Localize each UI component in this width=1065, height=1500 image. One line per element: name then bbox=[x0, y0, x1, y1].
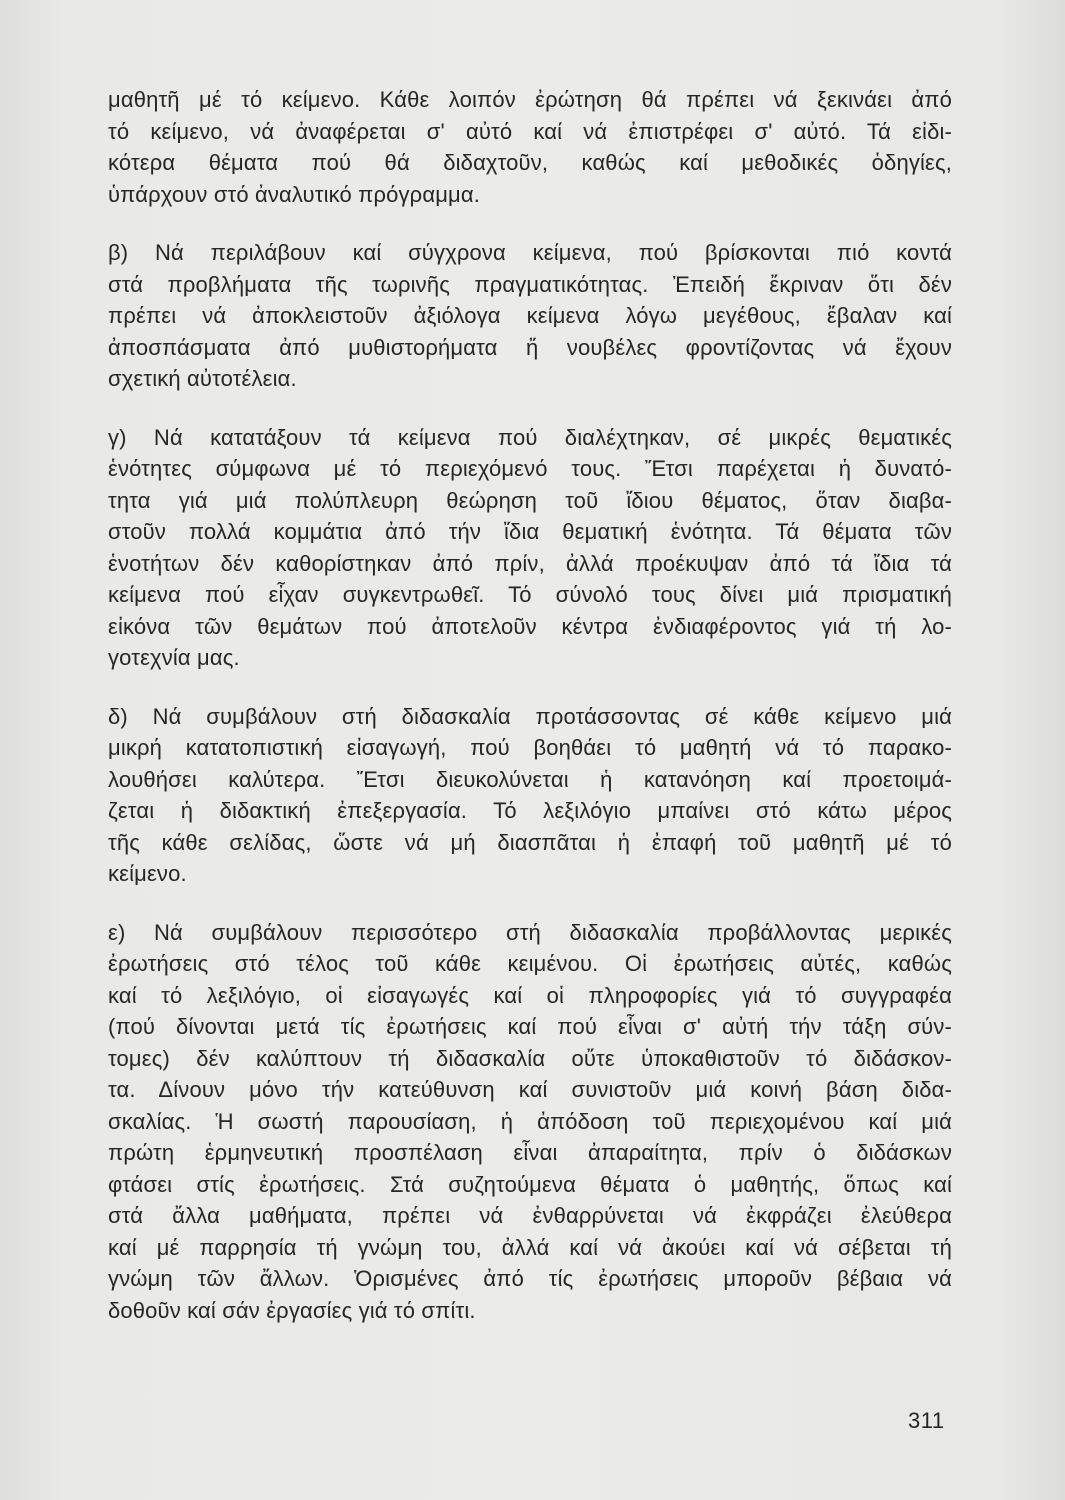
text-line: τητα γιά μιά πολύπλευρη θεώρηση τοῦ ἴδιου θέματος, ὅταν διαβα- bbox=[108, 487, 952, 513]
page-number: 311 bbox=[908, 1408, 945, 1433]
paragraph-gap bbox=[108, 210, 952, 237]
text-line: λουθήσει καλύτερα. Ἔτσι διευκολύνεται ἡ κατανόηση καί προετοιμά- bbox=[108, 766, 952, 792]
text-line: τό κείμενο, νά ἀναφέρεται σ' αὐτό καί νά ἐπιστρέφει σ' αὐτό. Τά εἰδι- bbox=[108, 118, 952, 144]
text-line: καί τό λεξιλόγιο, οἱ εἰσαγωγές καί οἱ πληροφορίες γιά τό συγγραφέα bbox=[108, 982, 952, 1008]
paragraph-gap bbox=[108, 395, 952, 422]
paragraph bbox=[108, 84, 952, 210]
text-line: δοθοῦν καί σάν ἐργασίες γιά τό σπίτι. bbox=[108, 1297, 476, 1323]
text-line: ὑπάρχουν στό ἀναλυτικό πρόγραμμα. bbox=[108, 181, 480, 207]
paragraph bbox=[108, 917, 952, 1327]
text-line: γοτεχνία μας. bbox=[108, 645, 240, 670]
paragraph bbox=[108, 237, 952, 395]
text-line: ἐρωτήσεις στό τέλος τοῦ κάθε κειμένου. Οἱ ἐρωτήσεις αὐτές, καθώς bbox=[108, 951, 952, 976]
text-line: μαθητῆ μέ τό κείμενο. Κάθε λοιπόν ἐρώτηση θά πρέπει νά ξεκινάει ἀπό bbox=[108, 87, 952, 112]
text-line: δ) Νά συμβάλουν στή διδασκαλία προτάσσοντας σέ κάθε κείμενο μιά bbox=[108, 703, 952, 729]
text-line: τομες) δέν καλύπτουν τή διδασκαλία οὔτε ὑποκαθιστοῦν τό διδάσκον- bbox=[108, 1045, 952, 1071]
text-line: μικρή κατατοπιστική εἰσαγωγή, πού βοηθάει τό μαθητή νά τό παρακο- bbox=[108, 735, 952, 760]
text-line: πρώτη ἑρμηνευτική προσπέλαση εἶναι ἀπαραίτητα, πρίν ὁ διδάσκων bbox=[108, 1140, 952, 1165]
paragraph-gap bbox=[108, 674, 952, 701]
paragraph-gap bbox=[108, 890, 952, 917]
text-line: εἰκόνα τῶν θεμάτων πού ἀποτελοῦν κέντρα ἐνδιαφέροντος γιά τή λο- bbox=[108, 613, 952, 639]
text-line: ἑνότητες σύμφωνα μέ τό περιεχόμενό τους. Ἔτσι παρέχεται ἡ δυνατό- bbox=[108, 456, 952, 481]
text-line: ἀποσπάσματα ἀπό μυθιστορήματα ἤ νουβέλες φροντίζοντας νά ἔχουν bbox=[108, 334, 952, 360]
text-line: τα. Δίνουν μόνο τήν κατεύθυνση καί συνιστοῦν μιά κοινή βάση διδα- bbox=[108, 1077, 952, 1102]
paragraph bbox=[108, 701, 952, 890]
text-line: πρέπει νά ἀποκλειστοῦν ἀξιόλογα κείμενα λόγω μεγέθους, ἔβαλαν καί bbox=[108, 303, 952, 328]
text-line: κείμενο. bbox=[108, 861, 187, 886]
body-text bbox=[108, 84, 952, 1326]
text-line: κείμενα πού εἶχαν συγκεντρωθεῖ. Τό σύνολό τους δίνει μιά πρισματική bbox=[108, 582, 952, 607]
text-line: στά ἄλλα μαθήματα, πρέπει νά ἐνθαρρύνεται νά ἐκφράζει ἐλεύθερα bbox=[108, 1203, 952, 1228]
text-line: ἑνοτήτων δέν καθορίστηκαν ἀπό πρίν, ἀλλά προέκυψαν ἀπό τά ἴδια τά bbox=[108, 550, 952, 576]
text-line: στοῦν πολλά κομμάτια ἀπό τήν ἴδια θεματική ἑνότητα. Τά θέματα τῶν bbox=[108, 519, 952, 544]
text-line: ζεται ἡ διδακτική ἐπεξεργασία. Τό λεξιλόγιο μπαίνει στό κάτω μέρος bbox=[108, 798, 952, 823]
paragraph bbox=[108, 422, 952, 674]
text-line: στά προβλήματα τῆς τωρινῆς πραγματικότητας. Ἐπειδή ἔκριναν ὅτι δέν bbox=[108, 271, 952, 297]
text-line: κότερα θέματα πού θά διδαχτοῦν, καθώς καί μεθοδικές ὁδηγίες, bbox=[108, 150, 952, 175]
text-line: β) Νά περιλάβουν καί σύγχρονα κείμενα, πού βρίσκονται πιό κοντά bbox=[108, 240, 952, 265]
text-line: γνώμη τῶν ἄλλων. Ὁρισμένες ἀπό τίς ἐρωτήσεις μποροῦν βέβαια νά bbox=[108, 1266, 952, 1291]
text-line: γ) Νά κατατάξουν τά κείμενα πού διαλέχτηκαν, σέ μικρές θεματικές bbox=[108, 424, 952, 450]
text-line: σχετική αὐτοτέλεια. bbox=[108, 366, 297, 391]
text-line: φτάσει στίς ἐρωτήσεις. Στά συζητούμενα θέματα ὁ μαθητής, ὅπως καί bbox=[108, 1171, 952, 1197]
text-line: ε) Νά συμβάλουν περισσότερο στή διδασκαλία προβάλλοντας μερικές bbox=[108, 919, 952, 945]
text-line: (πού δίνονται μετά τίς ἐρωτήσεις καί πού εἶναι σ' αὐτή τήν τάξη σύν- bbox=[108, 1014, 952, 1039]
text-line: τῆς κάθε σελίδας, ὥστε νά μή διασπᾶται ἡ ἐπαφή τοῦ μαθητῆ μέ τό bbox=[108, 829, 952, 855]
text-line: σκαλίας. Ἡ σωστή παρουσίαση, ἡ ἀπόδοση τοῦ περιεχομένου καί μιά bbox=[108, 1108, 952, 1134]
text-line: καί μέ παρρησία τή γνώμη του, ἀλλά καί νά ἀκούει καί νά σέβεται τή bbox=[108, 1234, 952, 1260]
